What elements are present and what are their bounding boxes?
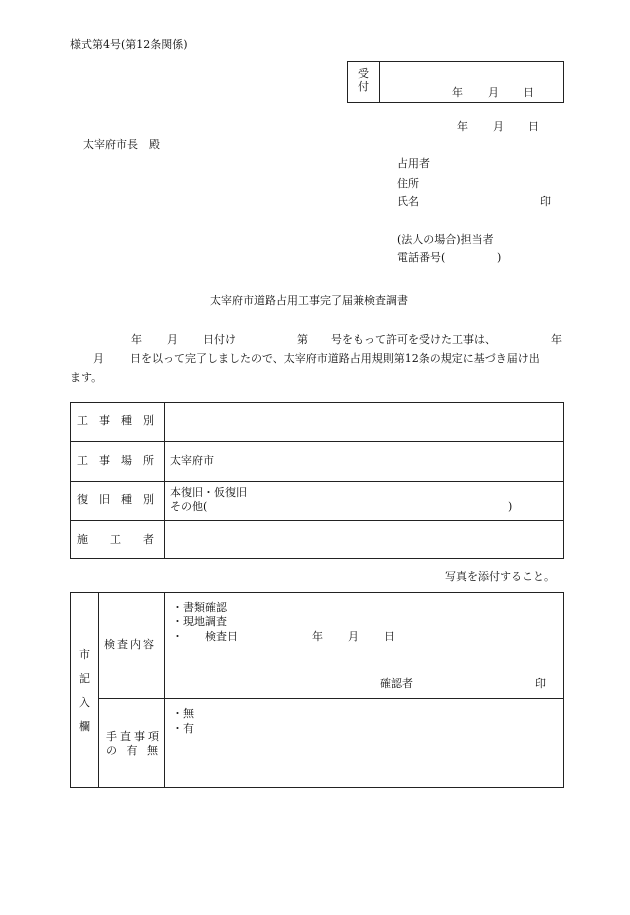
body-year-1: 年 (131, 333, 142, 346)
confirmer-seal: 印 (535, 677, 546, 690)
address-label: 住所 (397, 177, 419, 190)
date-day: 日 (528, 120, 539, 133)
inspection-label: 検査内容 (104, 638, 156, 651)
body-line-2-text: 日を以って完了しましたので、太宰府市道路占用規則第12条の規定に基づき届け出 (130, 352, 540, 365)
reception-year: 年 (452, 86, 463, 99)
reception-divider (379, 61, 380, 103)
body-line-1-text: 号をもって許可を受けた工事は、 (331, 333, 496, 346)
restoration-other-label[interactable]: その他( (170, 500, 208, 513)
city-section-rule (98, 698, 564, 699)
inspection-month: 月 (348, 630, 359, 643)
name-label: 氏名 (397, 195, 419, 208)
body-month-2: 月 (93, 352, 104, 365)
correction-item-none[interactable]: ・無 (172, 707, 194, 720)
inspection-year: 年 (312, 630, 323, 643)
inspection-item-bullet: ・ (172, 630, 183, 643)
phone-label: 電話番号( (397, 251, 446, 264)
occupant-label: 占用者 (397, 157, 430, 170)
city-side-label-1: 市 (79, 648, 90, 661)
reception-label-2: 付 (358, 80, 369, 93)
correction-label-2: の 有 無 (106, 744, 161, 757)
body-line-3-text: ます。 (70, 371, 103, 384)
body-dated: 日付け (203, 333, 236, 346)
city-side-divider (98, 592, 99, 788)
inspection-item-site[interactable]: ・現地調査 (172, 615, 227, 628)
work-location-label: 工 事 場 所 (77, 454, 154, 467)
confirmer-label: 確認者 (380, 677, 413, 690)
city-side-label-4: 欄 (79, 720, 90, 733)
body-month-1: 月 (167, 333, 178, 346)
reception-day: 日 (523, 86, 534, 99)
inspection-day: 日 (384, 630, 395, 643)
city-label-divider (164, 592, 165, 788)
work-type-label: 工 事 種 別 (77, 414, 154, 427)
city-section-table (70, 592, 564, 788)
document-title: 太宰府市道路占用工事完了届兼検査調書 (210, 294, 408, 307)
body-year-2: 年 (551, 333, 562, 346)
applicant-seal: 印 (540, 195, 551, 208)
inspection-item-documents[interactable]: ・書類確認 (172, 601, 227, 614)
inspection-date-label: 検査日 (205, 630, 238, 643)
work-table-rule-1 (70, 441, 564, 442)
date-year: 年 (457, 120, 468, 133)
contractor-label: 施 工 者 (77, 533, 154, 546)
date-month: 月 (493, 120, 504, 133)
form-number: 様式第4号(第12条関係) (70, 38, 188, 51)
city-side-label-2: 記 (79, 672, 90, 685)
photo-note: 写真を添付すること。 (445, 570, 555, 583)
phone-close: ) (497, 251, 502, 264)
reception-month: 月 (488, 86, 499, 99)
correction-label-1: 手直事項 (106, 730, 162, 743)
work-location-value[interactable]: 太宰府市 (170, 454, 214, 467)
body-number-prefix: 第 (297, 333, 308, 346)
restoration-type-label: 復 旧 種 別 (77, 493, 154, 506)
reception-label-1: 受 (358, 67, 369, 80)
restoration-other-close: ) (508, 500, 513, 513)
correction-item-yes[interactable]: ・有 (172, 722, 194, 735)
city-side-label-3: 入 (79, 696, 90, 709)
contact-label: (法人の場合)担当者 (397, 233, 494, 246)
work-table-rule-3 (70, 520, 564, 521)
addressee: 太宰府市長 殿 (83, 138, 160, 151)
restoration-type-value[interactable]: 本復旧・仮復旧 (170, 486, 247, 499)
work-table-rule-2 (70, 481, 564, 482)
